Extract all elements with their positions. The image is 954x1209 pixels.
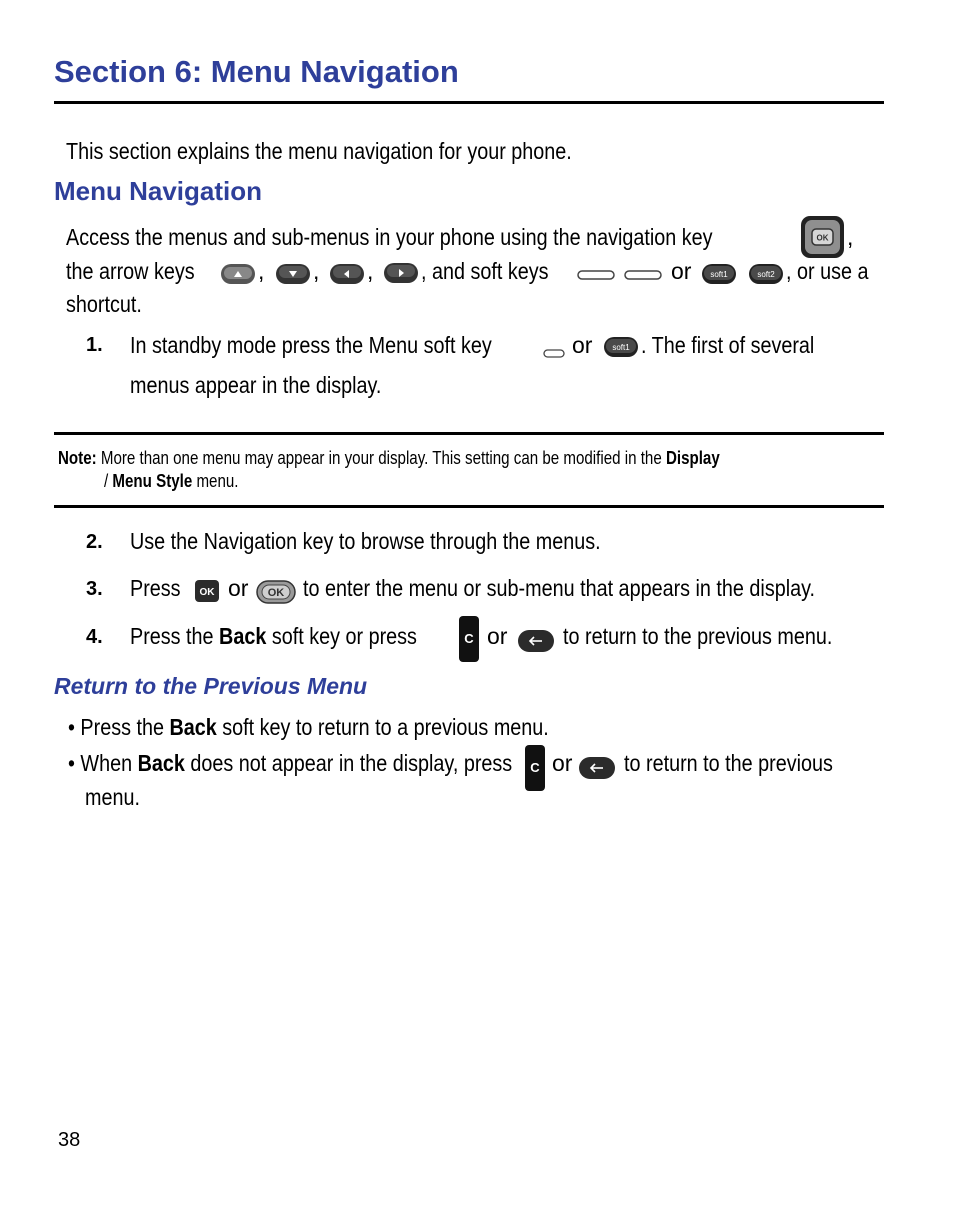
step-3-text-a: Press xyxy=(130,575,181,601)
menu-soft-key-icon xyxy=(543,345,565,363)
return-heading: Return to the Previous Menu xyxy=(54,673,368,699)
step-3-text-b: to enter the menu or sub-menu that appears in the display. xyxy=(303,575,816,601)
bullet-1 xyxy=(68,714,549,741)
left-soft-key-icon xyxy=(577,267,615,285)
step-4-or: or xyxy=(487,623,508,649)
back-arrow-key-icon-bullet xyxy=(578,756,616,785)
back-arrow-key-icon xyxy=(517,629,555,658)
nav-key-icon xyxy=(800,215,845,264)
step-1-or: or xyxy=(572,332,593,358)
page-title: Section 6: Menu Navigation xyxy=(54,54,459,89)
up-arrow-key-icon xyxy=(220,263,256,290)
step-3-or: or xyxy=(228,575,249,601)
right-arrow-key-icon xyxy=(383,262,419,289)
step-1-text-b: . The first of several xyxy=(641,332,815,358)
step-1-text-c: menus appear in the display. xyxy=(130,372,382,398)
step-4-number: 4. xyxy=(86,626,103,648)
svg-text:soft2: soft2 xyxy=(757,270,775,279)
note-bottom-rule xyxy=(54,505,884,508)
shortcut-text: shortcut. xyxy=(66,291,142,317)
bullet-dot-1: • xyxy=(68,714,75,740)
step-4-back-bold: Back xyxy=(219,623,267,649)
left-arrow-key-icon xyxy=(329,263,365,290)
note-text-b: menu. xyxy=(196,471,239,491)
svg-text:soft1: soft1 xyxy=(612,343,630,352)
bullet-1-text-a: Press the xyxy=(80,714,164,740)
bullet-dot-2: • xyxy=(68,750,75,776)
svg-text:soft1: soft1 xyxy=(710,270,728,279)
svg-text:C: C xyxy=(530,760,540,775)
nav-paragraph-line1 xyxy=(66,224,713,251)
step-1-number: 1. xyxy=(86,334,103,356)
bullet-2 xyxy=(68,750,512,777)
note-slash: / xyxy=(104,471,109,491)
step-2-text: Use the Navigation key to browse through the menus. xyxy=(130,528,601,554)
bullet-2-back-bold: Back xyxy=(137,750,185,776)
note-label: Note: xyxy=(58,448,97,468)
bullet-1-text-b: soft key to return to a previous menu. xyxy=(222,714,549,740)
page-number: 38 xyxy=(58,1129,81,1151)
comma-1: , xyxy=(258,258,265,284)
intro-text: This section explains the menu navigation for your phone. xyxy=(66,138,572,164)
down-arrow-key-icon xyxy=(275,263,311,290)
note-display-bold: Display xyxy=(665,448,720,468)
menu-navigation-heading: Menu Navigation xyxy=(54,176,263,206)
step-4-press-the: Press the xyxy=(130,623,214,649)
step-2-number: 2. xyxy=(86,531,103,553)
bullet-2-text-b: does not appear in the display, press xyxy=(190,750,513,776)
step-4-soft-key-text: soft key or press xyxy=(271,623,417,649)
note-line2 xyxy=(104,471,238,492)
arrow-keys-text: the arrow keys xyxy=(66,258,195,284)
note-text-a: More than one menu may appear in your display. This setting can be modified in the xyxy=(100,448,662,468)
nav-line1-comma: , xyxy=(847,224,854,250)
soft1-key-icon-step1 xyxy=(603,336,639,363)
step-4-text-c: to return to the previous menu. xyxy=(563,623,833,649)
ok-key-pill-icon xyxy=(256,580,296,609)
note-menu-style-bold: Menu Style xyxy=(112,471,193,491)
bullet-2-text-d: menu. xyxy=(85,784,140,810)
bullet-2-text-c: to return to the previous xyxy=(624,750,833,776)
comma-2: , xyxy=(313,258,320,284)
step-3-number: 3. xyxy=(86,578,103,600)
svg-text:C: C xyxy=(464,631,474,646)
step-4-text-a xyxy=(130,623,417,650)
svg-text:OK: OK xyxy=(199,587,215,598)
title-rule xyxy=(54,101,884,104)
right-soft-key-icon xyxy=(624,267,662,285)
note-line1 xyxy=(58,448,720,469)
svg-text:OK: OK xyxy=(267,587,285,599)
ok-key-small-icon xyxy=(194,579,220,608)
or-text-1: or xyxy=(671,258,692,284)
clear-key-icon-bullet xyxy=(524,744,546,797)
svg-text:OK: OK xyxy=(816,233,829,243)
nav-line1-text: Access the menus and sub-menus in your phone using the navigation key xyxy=(66,224,713,250)
bullet-2-text-a: When xyxy=(80,750,133,776)
bullet-1-back-bold: Back xyxy=(169,714,217,740)
note-top-rule xyxy=(54,432,884,435)
bullet-2-or: or xyxy=(552,750,573,776)
step-1-text-a: In standby mode press the Menu soft key xyxy=(130,332,492,358)
comma-3: , xyxy=(367,258,374,284)
clear-key-icon xyxy=(458,615,480,668)
use-shortcut-text: , or use a xyxy=(786,258,869,284)
soft2-key-icon xyxy=(748,263,784,290)
soft1-key-icon xyxy=(701,263,737,290)
soft-keys-text: , and soft keys xyxy=(421,258,549,284)
